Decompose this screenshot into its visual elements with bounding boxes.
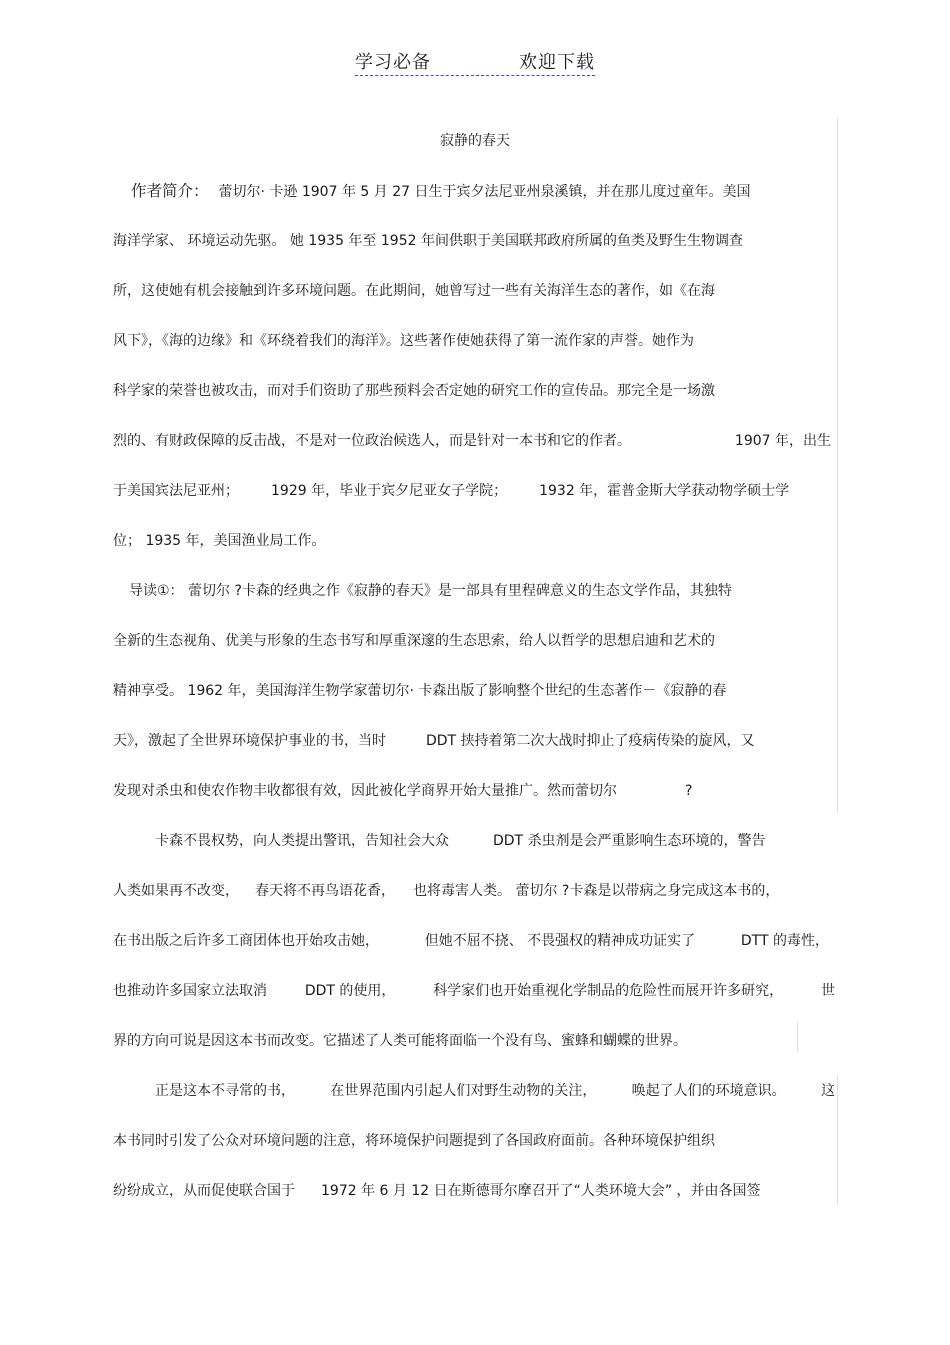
text-segment: 纷纷成立，从而促使联合国于: [113, 1183, 295, 1199]
author-intro-line: 位； 1935 年，美国渔业局工作。: [113, 533, 326, 549]
guide-line: 导读①： 蕾切尔 ?卡森的经典之作《寂静的春天》是一部具有里程碑意义的生态文学作品，其独特: [129, 583, 732, 599]
text-segment: 烈的、有财政保障的反击战，不是对一位政治候选人，而是针对一本书和它的作者。: [113, 433, 631, 449]
text-segment: 1972 年 6 月 12 日在斯德哥尔摩召开了“人类环境大会” ，并由各国签: [321, 1183, 761, 1199]
text-segment: 世: [821, 983, 835, 999]
text-segment: 1929 年，毕业于宾夕尼亚女子学院；: [271, 483, 508, 499]
paragraph-line: [155, 1081, 835, 1101]
author-intro-text: 蕾切尔· 卡逊 1907 年 5 月 27 日生于宾夕法尼亚州泉溪镇，并在那儿度过童年。美国: [218, 184, 751, 200]
paragraph-line: 本书同时引发了公众对环境问题的注意，将环境保护问题提到了各国政府面前。各种环境保护组织: [113, 1133, 715, 1149]
page-header: [0, 48, 950, 76]
margin-rule: [837, 1075, 838, 1205]
text-segment: 这: [820, 1083, 835, 1099]
author-intro-line: 风下》，《海的边缘》和《环绕着我们的海洋》。这些著作使她获得了第一流作家的声誉。她作为: [113, 333, 694, 349]
header-left-text: 学习必备: [355, 52, 431, 73]
paragraph-line: [113, 931, 829, 951]
text-segment: 发现对杀虫和使农作物丰收都很有效，因此被化学商界开始大量推广。然而蕾切尔: [113, 783, 617, 799]
guide-line: 精神享受。 1962 年，美国海洋生物学家蕾切尔· 卡森出版了影响整个世纪的生态著作－《寂静的春: [113, 683, 727, 699]
author-intro-line: [131, 181, 835, 202]
guide-line: 全新的生态视角、优美与形象的生态书写和厚重深邃的生态思索，给人以哲学的思想启迪和艺术的: [113, 633, 715, 649]
text-segment: 于美国宾法尼亚州；: [113, 483, 239, 499]
text-segment: 人类如果再不改变，: [113, 883, 239, 899]
margin-rule: [837, 118, 838, 813]
author-intro-line: 科学家的荣誉也被攻击，而对手们资助了那些预料会否定她的研究工作的宣传品。那完全是一场激: [113, 383, 715, 399]
author-intro-line: [113, 431, 831, 451]
text-segment: 卡森不畏权势，向人类提出警讯，告知社会大众: [155, 833, 449, 849]
text-segment: 科学家们也开始重视化学制品的危险性而展开许多研究，: [433, 983, 784, 999]
text-segment: DDT 的使用，: [304, 983, 396, 999]
text-segment: 也推动许多国家立法取消: [113, 983, 267, 999]
paragraph-line: [113, 881, 813, 901]
guide-line: [113, 731, 803, 751]
text-segment: 正是这本不寻常的书，: [155, 1083, 295, 1099]
text-segment: 1907 年，出生: [734, 433, 831, 449]
author-intro-line: 海洋学家、 环境运动先驱。 她 1935 年至 1952 年间供职于美国联邦政府所属的鱼类及野生生物调查: [113, 233, 743, 249]
text-segment: 也将毒害人类。 蕾切尔 ?卡森是以带病之身完成这本书的，: [413, 883, 780, 899]
guide-line: [113, 781, 753, 801]
author-intro-label: 作者简介：: [131, 182, 209, 200]
header-right-text: 欢迎下载: [519, 52, 595, 73]
text-segment: 但她不屈不挠、 不畏强权的精神成功证实了: [424, 933, 696, 949]
text-segment: DDT 杀虫剂是会严重影响生态环境的，警告: [493, 833, 766, 849]
document-title: 寂静的春天: [440, 133, 510, 149]
text-segment: 春天将不再鸟语花香，: [255, 883, 395, 899]
paragraph-line: [113, 981, 835, 1001]
text-segment: DDT 挟持着第二次大战时抑止了疫病传染的旋风，又: [426, 733, 755, 749]
text-segment: ?: [685, 783, 693, 799]
text-segment: 唤起了人们的环境意识。: [631, 1083, 786, 1099]
author-intro-line: 所，这使她有机会接触到许多环境问题。在此期间，她曾写过一些有关海洋生态的著作，如《在海: [113, 283, 715, 299]
text-segment: 天》，激起了全世界环境保护事业的书，当时: [113, 733, 386, 749]
text-segment: 1932 年，霍普金斯大学获动物学硕士学: [539, 483, 790, 499]
paragraph-line: 界的方向可说是因这本书而改变。它描述了人类可能将面临一个没有鸟、蜜蜂和蝴蝶的世界。: [113, 1033, 687, 1049]
text-segment: DTT 的毒性，: [740, 933, 829, 949]
paragraph-line: [113, 1181, 831, 1201]
header-underline: [355, 48, 595, 76]
text-segment: 在书出版之后许多工商团体也开始攻击她，: [113, 933, 379, 949]
text-segment: 在世界范围内引起人们对野生动物的关注，: [330, 1083, 597, 1099]
paragraph-line: [155, 831, 835, 851]
author-intro-line: [113, 481, 813, 501]
